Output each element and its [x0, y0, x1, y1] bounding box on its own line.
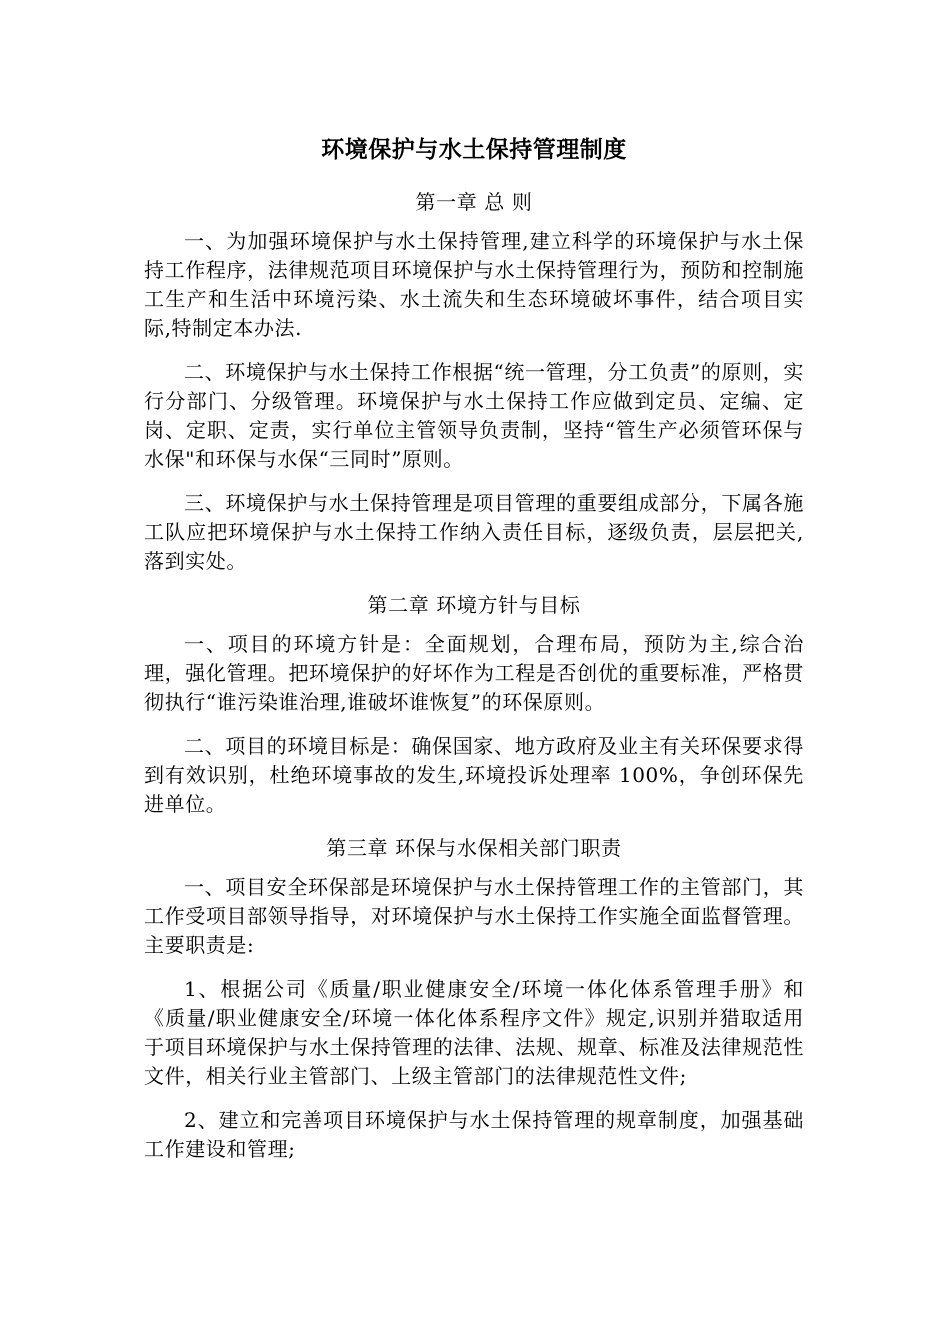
paragraph: 一、项目的环境方针是：全面规划，合理布局，预防为主,综合治理，强化管理。把环境保护的好坏作为工程是否创优的重要标准，严格贯彻执行“谁污染谁治理,谁破坏谁恢复”的环保原则。 — [144, 632, 804, 714]
chapter-heading: 第一章 总 则 — [415, 190, 533, 214]
paragraph: 一、项目安全环保部是环境保护与水土保持管理工作的主管部门，其工作受项目部领导指导，对环境保护与水土保持工作实施全面监督管理。主要职责是: — [144, 875, 804, 957]
paragraph: 二、项目的环境目标是：确保国家、地方政府及业主有关环保要求得到有效识别，杜绝环境事故的发生,环境投诉处理率 100%，争创环保先进单位。 — [144, 734, 804, 816]
paragraph: 三、环境保护与水土保持管理是项目管理的重要组成部分，下属各施工队应把环境保护与水土保持工作纳入责任目标，逐级负责，层层把关,落到实处。 — [144, 491, 804, 573]
chapter-heading: 第三章 环保与水保相关部门职责 — [326, 836, 622, 860]
paragraph: 二、环境保护与水土保持工作根据“统一管理，分工负责”的原则，实行分部门、分级管理。环境保护与水土保持工作应做到定员、定编、定岗、定职、定责，实行单位主管领导负责制，坚持“管生产必须管环保与水保"和环保与水保“三同时”原则。 — [144, 360, 804, 471]
chapter-heading: 第二章 环境方针与目标 — [367, 593, 581, 617]
paragraph: 一、为加强环境保护与水土保持管理,建立科学的环境保护与水土保持工作程序，法律规范项目环境保护与水土保持管理行为，预防和控制施工生产和生活中环境污染、水土流失和生态环境破坏事件，结合项目实际,特制定本办法. — [144, 229, 804, 340]
document-body — [144, 130, 804, 1179]
document-title: 环境保护与水土保持管理制度 — [321, 137, 627, 163]
list-item: 1、根据公司《质量/职业健康安全/环境一体化体系管理手册》和《质量/职业健康安全/环境一体化体系程序文件》规定,识别并猎取适用于项目环境保护与水土保持管理的法律、法规、规章、标准及法律规范性文件，相关行业主管部门、上级主管部门的法律规范性文件; — [144, 977, 804, 1088]
list-item: 2、建立和完善项目环境保护与水土保持管理的规章制度，加强基础工作建设和管理; — [144, 1108, 804, 1161]
